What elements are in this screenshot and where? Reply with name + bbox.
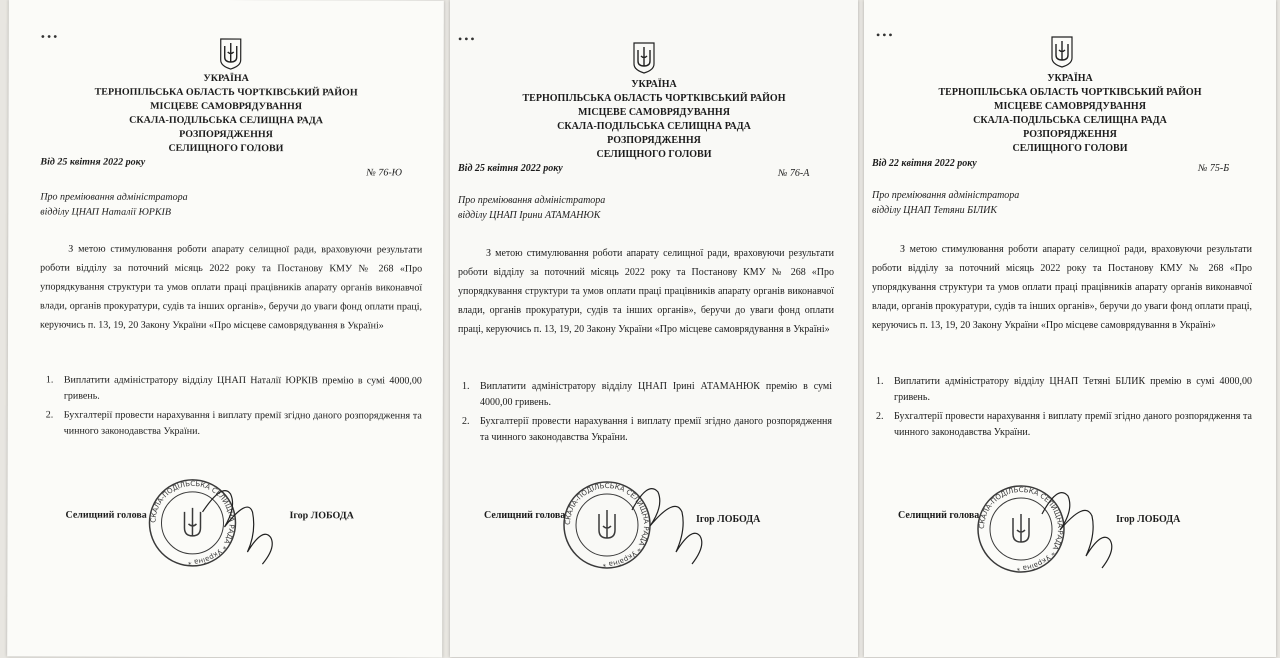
list-item-number: 2.: [876, 411, 884, 422]
document-body: З метою стимулювання роботи апарату селищної ради, враховуючи результати роботи відділу за поточний місяць 2022 року та Постанову КМУ № 268 «Про упорядкування структури та умов оплати праці працівників апарату органів виконавчої влади, органів прокуратури, судів та інших органів», беручи до уваги фонд оплати праці, керуючись п. 13, 19, 20 Закону України «Про місцеве самоврядування в Україні»: [872, 244, 1252, 331]
header-authority: МІСЦЕВЕ САМОВРЯДУВАННЯ: [150, 100, 303, 113]
coat-of-arms-icon: [1051, 36, 1073, 68]
coat-of-arms-icon: [633, 42, 655, 74]
document-items: [870, 374, 1252, 444]
header-doc-type: РОЗПОРЯДЖЕННЯ: [179, 128, 273, 141]
document-date: Від 22 квітня 2022 року: [872, 158, 977, 169]
document-date: Від 25 квітня 2022 року: [40, 156, 146, 168]
subject-line-1: Про преміювання адміністратора: [40, 191, 188, 203]
list-item: [40, 373, 422, 406]
document-body: З метою стимулювання роботи апарату селищної ради, враховуючи результати роботи відділу за поточний місяць 2022 року та Постанову КМУ № 268 «Про упорядкування структури та умов оплати праці працівників апарату органів виконавчої влади, органів прокуратури, судів та інших органів», беручи до уваги фонд оплати праці, керуючись п. 13, 19, 20 Закону України «Про місцеве самоврядування в Україні»: [458, 248, 834, 335]
document-subject: [458, 193, 605, 223]
signer-title: Селищний голова: [65, 509, 147, 521]
list-item-number: 1.: [45, 374, 54, 386]
document-header: [8, 71, 443, 156]
signature: [1030, 474, 1125, 574]
signer-name: Ігор ЛОБОДА: [289, 510, 354, 522]
header-council: СКАЛА-ПОДІЛЬСЬКА СЕЛИЩНА РАДА: [973, 115, 1167, 126]
list-item-number: 2.: [462, 416, 470, 427]
header-authority: МІСЦЕВЕ САМОВРЯДУВАННЯ: [994, 101, 1146, 112]
list-item: [870, 374, 1252, 406]
document-items: [40, 373, 422, 444]
document-number: № 75-Б: [1198, 163, 1230, 174]
document-header: [450, 78, 858, 162]
document-header: [864, 72, 1276, 156]
corner-mark: •••: [40, 29, 60, 44]
list-item-number: 2.: [45, 409, 54, 421]
list-item: [456, 379, 832, 411]
document-1: [7, 0, 444, 658]
document-number: № 76-А: [778, 168, 810, 179]
document-subject: [40, 190, 187, 220]
header-region: ТЕРНОПІЛЬСЬКА ОБЛАСТЬ ЧОРТКІВСЬКИЙ РАЙОН: [522, 93, 786, 104]
signature: [192, 472, 287, 567]
header-council: СКАЛА-ПОДІЛЬСЬКА СЕЛИЩНА РАДА: [129, 114, 323, 127]
signer-name: Ігор ЛОБОДА: [1116, 514, 1181, 525]
list-item-number: 1.: [462, 381, 470, 392]
list-item-text: Виплатити адміністратору відділу ЦНАП Наталії ЮРКІВ премію в сумі 4000,00 гривень.: [63, 374, 422, 402]
corner-mark: •••: [876, 28, 895, 42]
list-item: [870, 409, 1252, 441]
document-subject: [872, 188, 1019, 218]
signer-title: Селищний голова: [484, 510, 566, 521]
header-doc-type: РОЗПОРЯДЖЕННЯ: [1023, 129, 1117, 140]
header-head: СЕЛИЩНОГО ГОЛОВИ: [1012, 143, 1128, 154]
list-item-text: Виплатити адміністратору відділу ЦНАП Тетяні БІЛИК премію в сумі 4000,00 гривень.: [894, 376, 1252, 403]
subject-line-1: Про преміювання адміністратора: [458, 195, 606, 206]
header-country: УКРАЇНА: [203, 72, 249, 85]
list-item-number: 1.: [876, 376, 884, 387]
header-country: УКРАЇНА: [1047, 73, 1093, 84]
subject-line-1: Про преміювання адміністратора: [872, 190, 1020, 201]
corner-mark: •••: [458, 32, 477, 46]
list-item-text: Виплатити адміністратору відділу ЦНАП Ірині АТАМАНЮК премію в сумі 4000,00 гривень.: [480, 381, 832, 408]
header-head: СЕЛИЩНОГО ГОЛОВИ: [596, 149, 712, 160]
stamp-text: СКАЛА-ПОДІЛЬСЬКА СЕЛИЩНА РАДА * Україна *: [977, 485, 1065, 573]
signer-title: Селищний голова: [898, 510, 980, 521]
list-item-text: Бухгалтерії провести нарахування і виплату премії згідно даного розпорядження та чинного законодавства України.: [480, 416, 832, 443]
list-item: [40, 408, 422, 441]
document-body: З метою стимулювання роботи апарату селищної ради, враховуючи результати роботи відділу за поточний місяць 2022 року та Постанову КМУ № 268 «Про упорядкування структури та умов оплати праці працівників апарату органів виконавчої влади, органів прокуратури, судів та інших органів», беручи до уваги фонд оплати праці, керуючись п. 13, 19, 20 Закону України «Про місцеве самоврядування в Україні»: [39, 243, 423, 332]
header-council: СКАЛА-ПОДІЛЬСЬКА СЕЛИЩНА РАДА: [557, 121, 751, 132]
header-country: УКРАЇНА: [631, 79, 677, 90]
list-item-text: Бухгалтерії провести нарахування і виплату премії згідно даного розпорядження та чинного законодавства України.: [894, 411, 1252, 438]
header-authority: МІСЦЕВЕ САМОВРЯДУВАННЯ: [578, 107, 730, 118]
stamp-text: СКАЛА-ПОДІЛЬСЬКА СЕЛИЩНА РАДА * Україна *: [563, 481, 651, 569]
list-item: [456, 414, 832, 446]
subject-line-2: відділу ЦНАП Наталії ЮРКІВ: [40, 206, 172, 218]
signer-name: Ігор ЛОБОДА: [696, 514, 761, 525]
document-2: [450, 0, 858, 657]
document-date: Від 25 квітня 2022 року: [458, 163, 563, 174]
stamp-text: СКАЛА-ПОДІЛЬСЬКА СЕЛИЩНА РАДА * Україна *: [149, 479, 236, 566]
header-head: СЕЛИЩНОГО ГОЛОВИ: [168, 142, 284, 155]
document-3: [864, 0, 1276, 657]
header-doc-type: РОЗПОРЯДЖЕННЯ: [607, 135, 701, 146]
header-region: ТЕРНОПІЛЬСЬКА ОБЛАСТЬ ЧОРТКІВСЬКИЙ РАЙОН: [94, 86, 358, 99]
subject-line-2: відділу ЦНАП Ірини АТАМАНЮК: [458, 210, 601, 221]
document-number: № 76-Ю: [366, 167, 403, 179]
header-region: ТЕРНОПІЛЬСЬКА ОБЛАСТЬ ЧОРТКІВСЬКИЙ РАЙОН: [938, 87, 1202, 98]
list-item-text: Бухгалтерії провести нарахування і виплату премії згідно даного розпорядження та чинного законодавства України.: [63, 409, 422, 437]
coat-of-arms-icon: [220, 38, 242, 70]
document-items: [456, 379, 832, 449]
subject-line-2: відділу ЦНАП Тетяни БІЛИК: [872, 205, 998, 216]
